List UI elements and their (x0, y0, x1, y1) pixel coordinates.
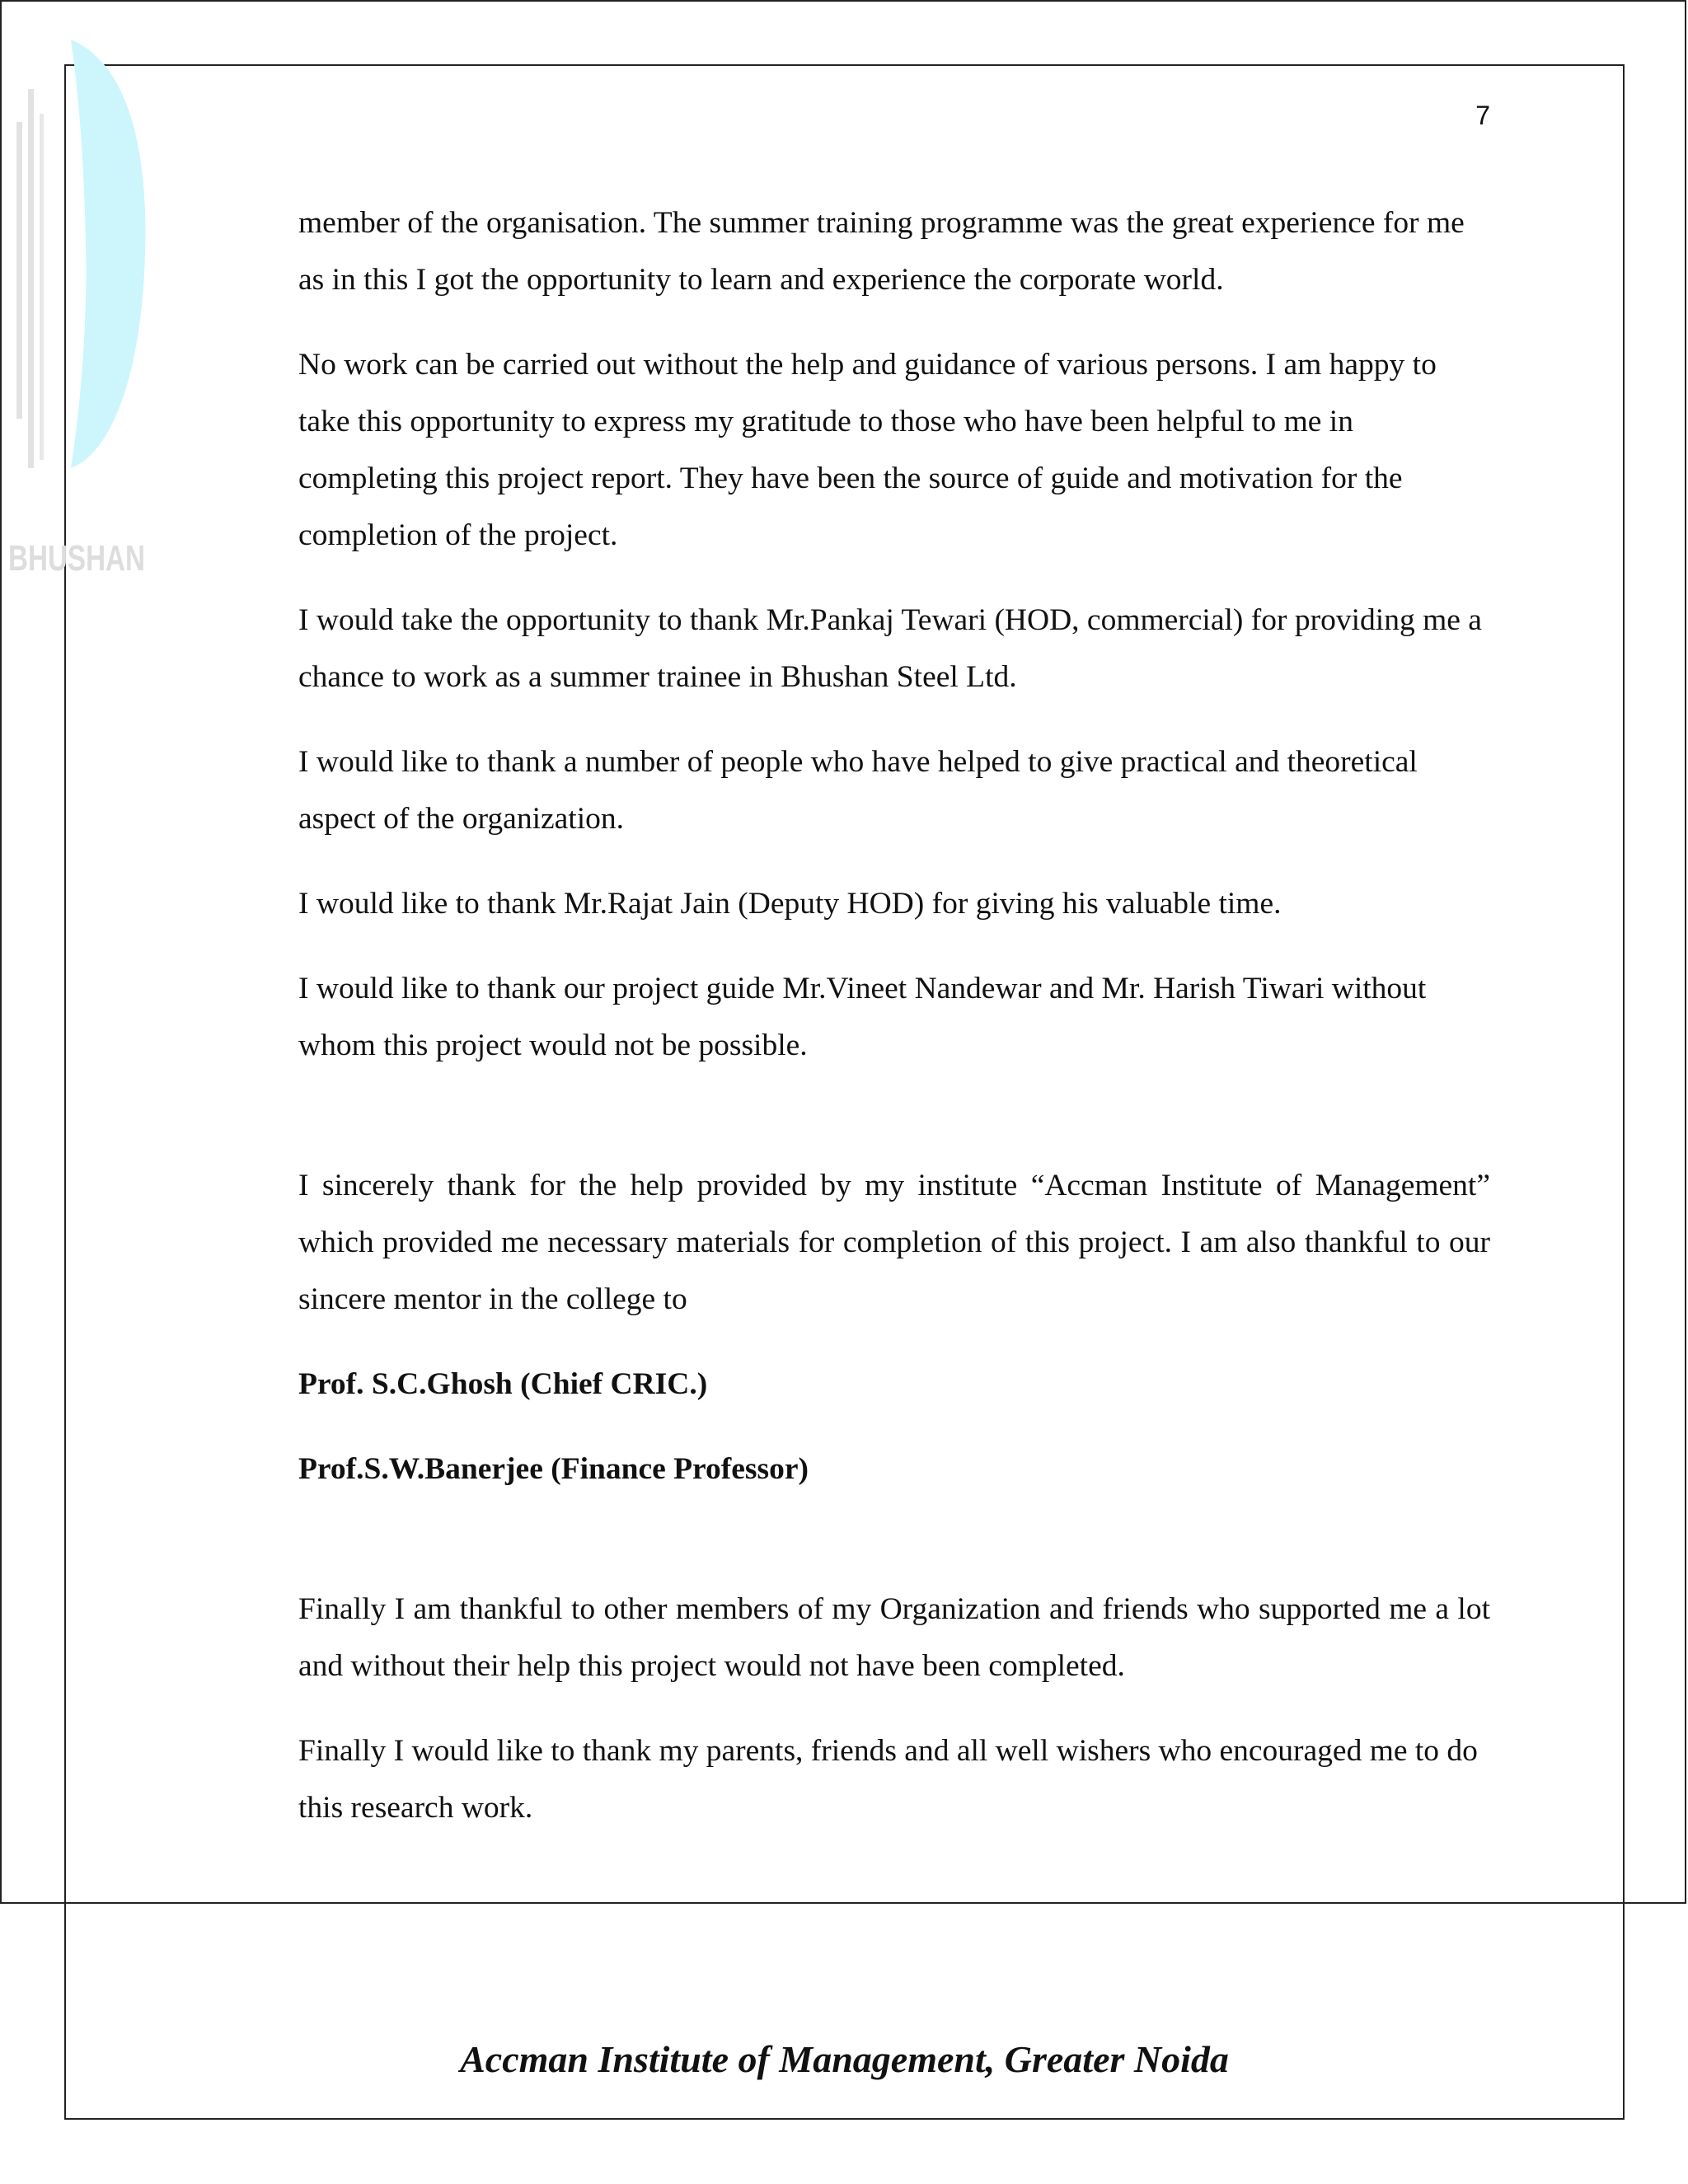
mentor-name: Prof. S.C.Ghosh (Chief CRIC.) (298, 1367, 708, 1401)
page-number: 7 (1475, 101, 1490, 130)
body-paragraph: Finally I would like to thank my parents, friends and all well wishers who encouraged me to do this research work. (298, 1734, 1478, 1825)
body-paragraph: I would like to thank a number of people who have helped to give practical and theoretical aspect of the organization. (298, 745, 1418, 836)
body-paragraph: member of the organisation. The summer training programme was the great experience for me as in this I got the opportunity to learn and experience the corporate world. (298, 206, 1465, 297)
body-paragraph: I would like to thank Mr.Rajat Jain (Deputy HOD) for giving his valuable time. (298, 887, 1282, 921)
blank-space (298, 1102, 1490, 1157)
watermark-text: BHUSHAN (8, 538, 145, 579)
bhushan-watermark-logo (7, 40, 147, 583)
body-paragraph: Finally I am thankful to other members of my Organization and friends who supported me a lot and without their help this project would not have been completed. (298, 1592, 1490, 1683)
body-paragraph: No work can be carried out without the help and guidance of various persons. I am happy to take this opportunity to express my gratitude to those who have been helpful to me in completing this project report. They have been the source of guide and motivation for the completion of the project. (298, 348, 1437, 552)
page-footer: Accman Institute of Management, Greater Noida (460, 2038, 1229, 2080)
body-content (298, 194, 1490, 1864)
body-paragraph: I would take the opportunity to thank Mr.Pankaj Tewari (HOD, commercial) for providing me a chance to work as a summer trainee in Bhushan Steel Ltd. (298, 603, 1482, 694)
blank-space (298, 1526, 1490, 1581)
body-paragraph: I sincerely thank for the help provided by my institute “Accman Institute of Management” which provided me necessary materials for completion of this project. I am also thankful to our sincere mentor in the college to (298, 1169, 1490, 1316)
mentor-name: Prof.S.W.Banerjee (Finance Professor) (298, 1452, 809, 1486)
body-paragraph: I would like to thank our project guide Mr.Vineet Nandewar and Mr. Harish Tiwari without whom this project would not be possible. (298, 972, 1427, 1062)
